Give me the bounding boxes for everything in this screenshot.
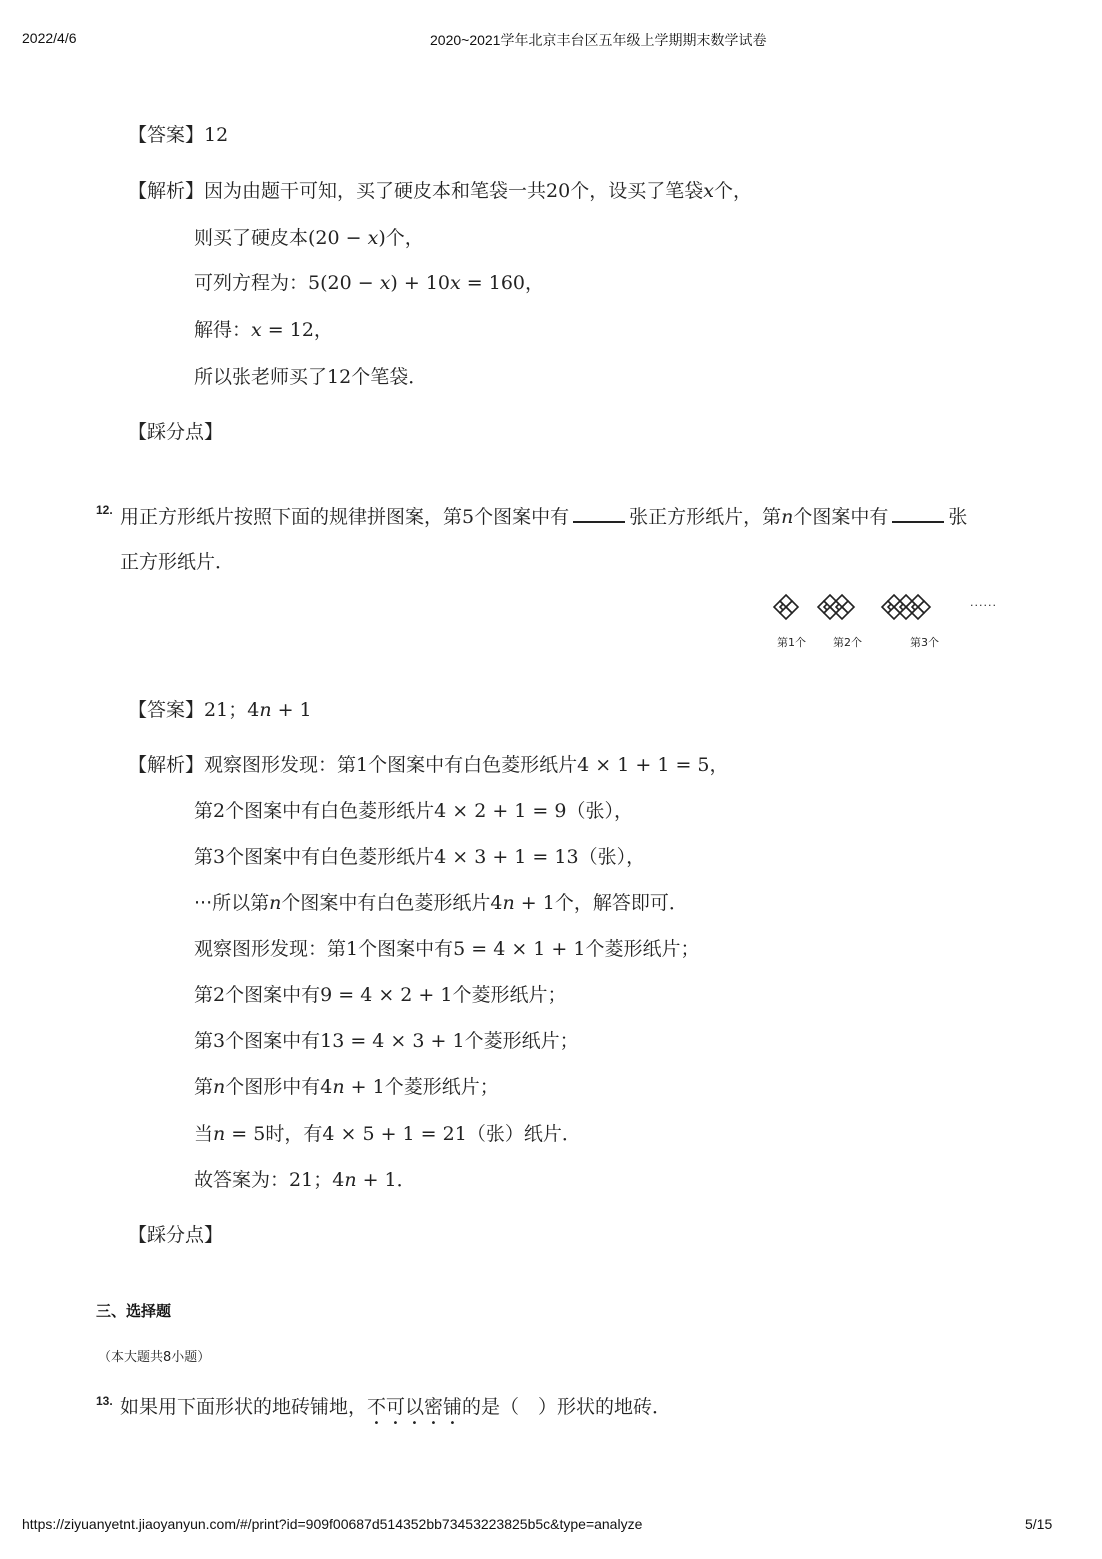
q12-stem-line-1: 用正方形纸片按照下面的规律拼图案，第5个图案中有 张正方形纸片，第n个图案中有 张	[120, 503, 967, 530]
q11-analysis-line-5: 所以张老师买了12个笔袋．	[194, 366, 428, 388]
page-number: 5/15	[1025, 1516, 1053, 1532]
q12-analysis-line-2: 第2个图案中有白色菱形纸片4 × 2 + 1 = 9（张），	[194, 800, 633, 822]
analysis-label: 【解析】	[128, 180, 205, 202]
q12-analysis-line-8: 第n个图形中有4n + 1个菱形纸片；	[194, 1076, 499, 1098]
q11-score-points: 【踩分点】	[128, 421, 224, 443]
q12-analysis-line-4: ···所以第n个图案中有白色菱形纸片4n + 1个，解答即可．	[194, 892, 688, 914]
q11-analysis-line-4: 解得：x = 12，	[194, 319, 333, 341]
q12-analysis-line-5: 观察图形发现：第1个图案中有5 = 4 × 1 + 1个菱形纸片；	[194, 938, 700, 960]
document-title: 2020~2021学年北京丰台区五年级上学期期末数学试卷	[430, 32, 767, 48]
q11-answer	[128, 122, 228, 148]
analysis-label: 【解析】	[128, 754, 205, 776]
q12-score-points: 【踩分点】	[128, 1224, 224, 1246]
q11-analysis-line-3: 可列方程为：5(20 − x) + 10x = 160，	[194, 272, 545, 294]
q12-number: 12.	[96, 503, 113, 517]
q12-analysis-line-1: 【解析】观察图形发现：第1个图案中有白色菱形纸片4 × 1 + 1 = 5，	[128, 754, 729, 776]
figure-ellipsis: ······	[970, 599, 997, 612]
q12-analysis-line-9: 当n = 5时，有4 × 5 + 1 = 21（张）纸片．	[194, 1123, 581, 1145]
q11-analysis-line-1: 【解析】因为由题干可知，买了硬皮本和笔袋一共20个，设买了笔袋x个，	[128, 180, 752, 202]
q12-analysis-line-7: 第3个图案中有13 = 4 × 3 + 1个菱形纸片；	[194, 1030, 579, 1052]
figure-caption-1: 第1个	[777, 636, 806, 649]
q12-analysis-line-3: 第3个图案中有白色菱形纸片4 × 3 + 1 = 13（张），	[194, 846, 646, 868]
q13-stem: 如果用下面形状的地砖铺地，不可以密铺的是（ ）形状的地砖．	[120, 1396, 672, 1418]
figure-caption-3: 第3个	[910, 636, 939, 649]
q13-number: 13.	[96, 1394, 113, 1408]
q12-analysis-line-10: 故答案为：21；4n + 1．	[194, 1169, 416, 1191]
answer-label: 【答案】	[128, 699, 205, 721]
q11-analysis-line-2: 则买了硬皮本(20 − x)个，	[194, 227, 424, 249]
answer-blank-2[interactable]	[892, 503, 944, 523]
q12-stem-line-2: 正方形纸片．	[120, 551, 235, 573]
page-url: https://ziyuanyetnt.jiaoyanyun.com/#/print?id=909f00687d514352bb73453223825b5c&type=analyze	[22, 1516, 643, 1532]
q12-analysis-line-6: 第2个图案中有9 = 4 × 2 + 1个菱形纸片；	[194, 984, 567, 1006]
emphasized-text: 不可以密铺	[367, 1396, 463, 1418]
answer-label: 【答案】	[128, 124, 205, 146]
answer-blank-1[interactable]	[573, 503, 625, 523]
print-date: 2022/4/6	[22, 30, 77, 46]
section-title: 三、选择题	[96, 1302, 172, 1320]
section-note: （本大题共8小题）	[98, 1350, 211, 1365]
figure-caption-2: 第2个	[833, 636, 862, 649]
answer-value: 12	[204, 124, 229, 146]
q12-answer: 【答案】21；4n + 1	[128, 699, 312, 721]
